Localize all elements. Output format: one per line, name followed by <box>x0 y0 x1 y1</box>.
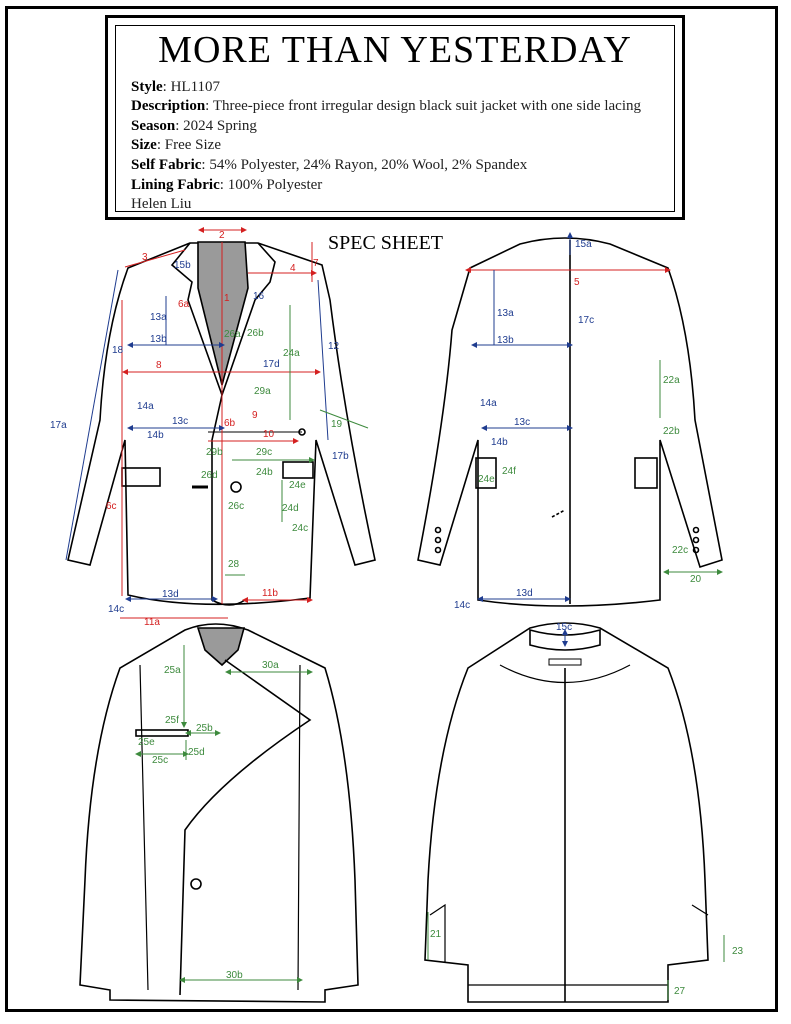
svg-text:13c: 13c <box>514 417 531 428</box>
svg-text:26d: 26d <box>201 470 218 481</box>
svg-text:13b: 13b <box>150 334 167 345</box>
svg-text:1: 1 <box>224 293 230 304</box>
svg-text:24a: 24a <box>283 348 300 359</box>
svg-text:14a: 14a <box>480 398 497 409</box>
self-fabric-line: Self Fabric: 54% Polyester, 24% Rayon, 20% Wool, 2% Spandex <box>131 157 528 173</box>
svg-text:17a: 17a <box>50 420 67 431</box>
inner-back-measurements <box>428 632 724 1000</box>
season-line: Season: 2024 Spring <box>131 118 257 134</box>
svg-text:6c: 6c <box>106 501 117 512</box>
svg-text:16: 16 <box>253 291 265 302</box>
svg-text:19: 19 <box>331 419 343 430</box>
svg-text:26c: 26c <box>228 501 245 512</box>
svg-text:13d: 13d <box>162 589 179 600</box>
svg-text:17c: 17c <box>578 315 595 326</box>
size-line: Size: Free Size <box>131 137 221 153</box>
svg-text:25e: 25e <box>138 737 155 748</box>
svg-text:26a: 26a <box>224 329 241 340</box>
svg-text:13a: 13a <box>150 312 167 323</box>
spec-sheet-title: SPEC SHEET <box>328 232 444 254</box>
svg-text:11b: 11b <box>262 588 278 599</box>
svg-text:30a: 30a <box>262 660 279 671</box>
svg-text:24d: 24d <box>282 503 299 514</box>
svg-text:29b: 29b <box>206 447 223 458</box>
svg-text:7: 7 <box>313 258 319 269</box>
svg-text:8: 8 <box>156 360 162 371</box>
brand-title: MORE THAN YESTERDAY <box>158 29 632 71</box>
svg-text:13d: 13d <box>516 588 533 599</box>
svg-text:14a: 14a <box>137 401 154 412</box>
svg-text:6a: 6a <box>178 299 190 310</box>
svg-text:21: 21 <box>430 929 442 940</box>
svg-text:13a: 13a <box>497 308 514 319</box>
svg-text:28: 28 <box>228 559 240 570</box>
svg-text:12: 12 <box>328 341 340 352</box>
svg-text:25d: 25d <box>188 747 205 758</box>
designer-line: Helen Liu <box>131 196 192 212</box>
svg-text:29c: 29c <box>256 447 273 458</box>
inner-front-measurements <box>138 645 310 980</box>
svg-text:29a: 29a <box>254 386 271 397</box>
svg-text:18: 18 <box>112 345 124 356</box>
svg-text:6b: 6b <box>224 418 236 429</box>
svg-text:22c: 22c <box>672 545 689 556</box>
svg-text:30b: 30b <box>226 970 243 981</box>
svg-text:14c: 14c <box>454 600 471 611</box>
svg-text:24b: 24b <box>256 467 273 478</box>
svg-text:15c: 15c <box>556 622 573 633</box>
svg-text:25c: 25c <box>152 755 169 766</box>
inner-back-view <box>425 623 708 1002</box>
back-labels <box>454 239 702 611</box>
svg-text:15a: 15a <box>575 239 592 250</box>
svg-text:10: 10 <box>263 429 275 440</box>
svg-text:5: 5 <box>574 277 580 288</box>
svg-text:9: 9 <box>252 410 258 421</box>
label-2: 2 <box>219 230 225 241</box>
svg-text:24c: 24c <box>292 523 309 534</box>
svg-text:14b: 14b <box>147 430 164 441</box>
inner-back-labels <box>430 622 744 997</box>
svg-text:20: 20 <box>690 574 702 585</box>
svg-text:25a: 25a <box>164 665 181 676</box>
svg-text:22a: 22a <box>663 375 680 386</box>
lining-fabric-line: Lining Fabric: 100% Polyester <box>131 177 323 193</box>
svg-text:14b: 14b <box>491 437 508 448</box>
svg-text:24e: 24e <box>289 480 306 491</box>
inner-front-labels <box>138 660 279 981</box>
description-line: Description: Three-piece front irregular design black suit jacket with one side lacing <box>131 98 641 114</box>
svg-text:25b: 25b <box>196 723 213 734</box>
svg-text:25f: 25f <box>165 715 179 726</box>
svg-text:27: 27 <box>674 986 686 997</box>
svg-text:11a: 11a <box>144 617 160 628</box>
svg-text:13b: 13b <box>497 335 514 346</box>
svg-text:24f: 24f <box>502 466 516 477</box>
svg-text:13c: 13c <box>172 416 189 427</box>
svg-text:24e: 24e <box>478 474 495 485</box>
svg-text:14c: 14c <box>108 604 125 615</box>
svg-text:23: 23 <box>732 946 744 957</box>
style-line: Style: HL1107 <box>131 79 221 95</box>
svg-text:4: 4 <box>290 263 296 274</box>
svg-text:22b: 22b <box>663 426 680 437</box>
svg-text:3: 3 <box>142 252 148 263</box>
svg-text:17b: 17b <box>332 451 349 462</box>
svg-text:26b: 26b <box>247 328 264 339</box>
svg-text:15b: 15b <box>174 260 191 271</box>
svg-text:17d: 17d <box>263 359 280 370</box>
inner-front-view <box>80 624 358 1002</box>
